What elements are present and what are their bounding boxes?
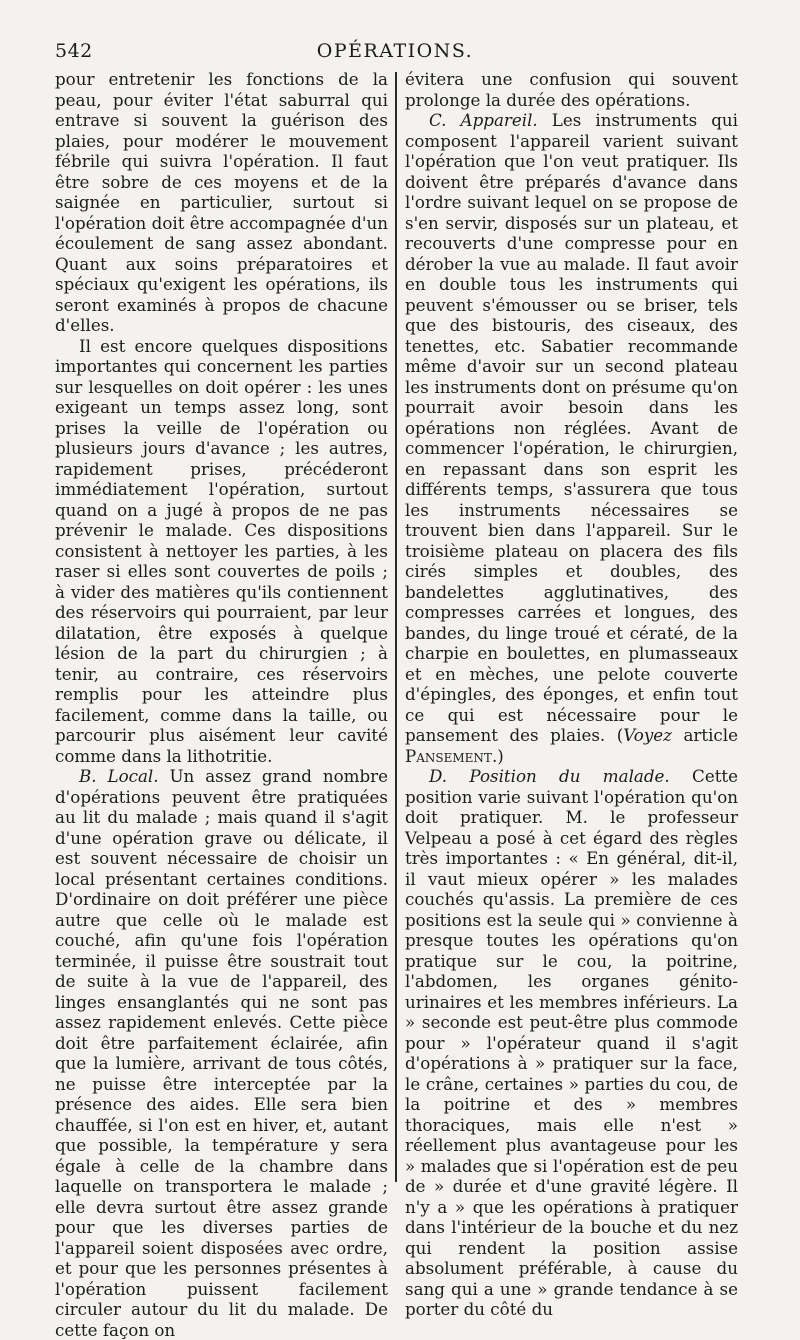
page-number: 542 [55, 40, 93, 62]
column-divider [395, 72, 397, 1182]
paragraph-appareil [405, 110, 738, 766]
paragraph-continuation: évitera une confusion qui souvent prolonge la durée des opérations. [405, 69, 738, 110]
cross-ref-article: article [671, 725, 738, 745]
paragraph-position [405, 766, 738, 1320]
section-text-appareil: Les instruments qui composent l'appareil varient suivant l'opération que l'on veut pratiquer. Ils doivent être préparés d'avance dans l'ordre suivant lequel on se propose de s'en servir, disposés sur un plateau, et recouverts d'une compresse pour en dérober la vue au malade. Il faut avoir en double tous les instruments qui peuvent s'émousser ou se briser, tels que des bistouris, des ciseaux, des tenettes, etc. Sabatier recommande même d'avoir sur un second plateau les instruments dont on présume qu'on pourrait avoir besoin dans les opérations non réglées. Avant de commencer l'opération, le chirurgien, en repassant dans son esprit les différents temps, s'assurera que tous les instruments nécessaires se trouvent bien dans l'appareil. Sur le troisième plateau on placera des fils cirés simples et doubles, des bandelettes agglutinatives, des compresses carrées et longues, des bandes, du linge troué et cératé, de la charpie en boulettes, en plumasseaux et en mèches, une pelote couverte d'épingles, des éponges, et enfin tout ce qui est nécessaire pour le pansement des plaies. ( [405, 110, 738, 745]
cross-ref-voyez: Voyez [623, 725, 672, 745]
section-label-position: D. Position du malade. [429, 766, 670, 786]
section-label-appareil: C. Appareil. [429, 110, 538, 130]
cross-ref-end: .) [491, 745, 504, 766]
right-column [405, 69, 738, 1320]
cross-ref-pansement: Pansement [405, 745, 492, 766]
section-text-local: Un assez grand nombre d'opérations peuvent être pratiquées au lit du malade ; mais quand il s'agit d'une opération grave ou délicate, il est souvent nécessaire de choisir un local présentant certaines conditions. D'ordinaire on doit préférer une pièce autre que celle où le malade est couché, afin qu'une fois l'opération terminée, il puisse être soustrait tout de suite à la vue de l'appareil, des linges ensanglantés qui ne sont pas assez rapidement enlevés. Cette pièce doit être parfaitement éclairée, afin que la lumière, arrivant de tous côtés, ne puisse être interceptée par la présence des aides. Elle sera bien chauffée, si l'on est en hiver, et, autant que possible, la température y sera égale à celle de la chambre dans laquelle on transportera le malade ; elle devra surtout être assez grande pour que les diverses parties de l'appareil soient disposées avec ordre, et pour que les personnes présentes à l'opération puissent facilement circuler autour du lit du malade. De cette façon on [55, 766, 389, 1340]
page-header [55, 40, 735, 68]
section-label-local: B. Local. [79, 766, 159, 786]
paragraph-local [55, 766, 388, 1340]
paragraph-dispositions: Il est encore quelques dispositions importantes qui concernent les parties sur lesquelles on doit opérer : les unes exigeant un temps assez long, sont prises la veille de l'opération ou plusieurs jours d'avance ; les autres, rapidement prises, précéderont immédiatement l'opération, surtout quand on a jugé à propos de ne pas prévenir le malade. Ces dispositions consistent à nettoyer les parties, à les raser si elles sont couvertes de poils ; à vider des matières qu'ils contiennent des réservoirs qui pourraient, par leur dilatation, être exposés à quelque lésion de la part du chirurgien ; à tenir, au contraire, ces réservoirs remplis pour les atteindre plus facilement, comme dans la taille, ou parcourir plus aisément leur cavité comme dans la lithotritie. [55, 335, 388, 766]
left-column [55, 69, 388, 1340]
paragraph-hygiene: pour entretenir les fonctions de la peau, pour éviter l'état saburral qui entrave si souvent la guérison des plaies, pour modérer le mouvement fébrile qui suivra l'opération. Il faut être sobre de ces moyens et de la saignée en particulier, surtout si l'opération doit être accompagnée d'un écoulement de sang assez abondant. Quant aux soins préparatoires et spéciaux qu'exigent les opérations, ils seront examinés à propos de chacune d'elles. [55, 69, 388, 335]
running-head: OPÉRATIONS. [316, 40, 474, 62]
section-text-position: Cette position varie suivant l'opération qu'on doit pratiquer. M. le professeur Velpeau a posé à cet égard des règles très importantes : « En général, dit-il, il vaut mieux opérer » les malades couchés qu'assis. La première de ces positions est la seule qui » convienne à presque toutes les opérations qu'on pratique sur le cou, la poitrine, l'abdomen, les organes génito-urinaires et les membres inférieurs. La » seconde est peut-être plus commode pour » l'opérateur quand il s'agit d'opérations à » pratiquer sur la face, le crâne, certaines » parties du cou, de la poitrine et des » membres thoraciques, mais elle n'est » réellement plus avantageuse pour les » malades que si l'opération est de peu de » durée et d'une gravité légère. Il n'y a » que les opérations à pratiquer dans l'intérieur de la bouche et du nez qui rendent la position assise absolument préférable, à cause du sang qui a une » grande tendance à se porter du côté du [405, 766, 738, 1319]
